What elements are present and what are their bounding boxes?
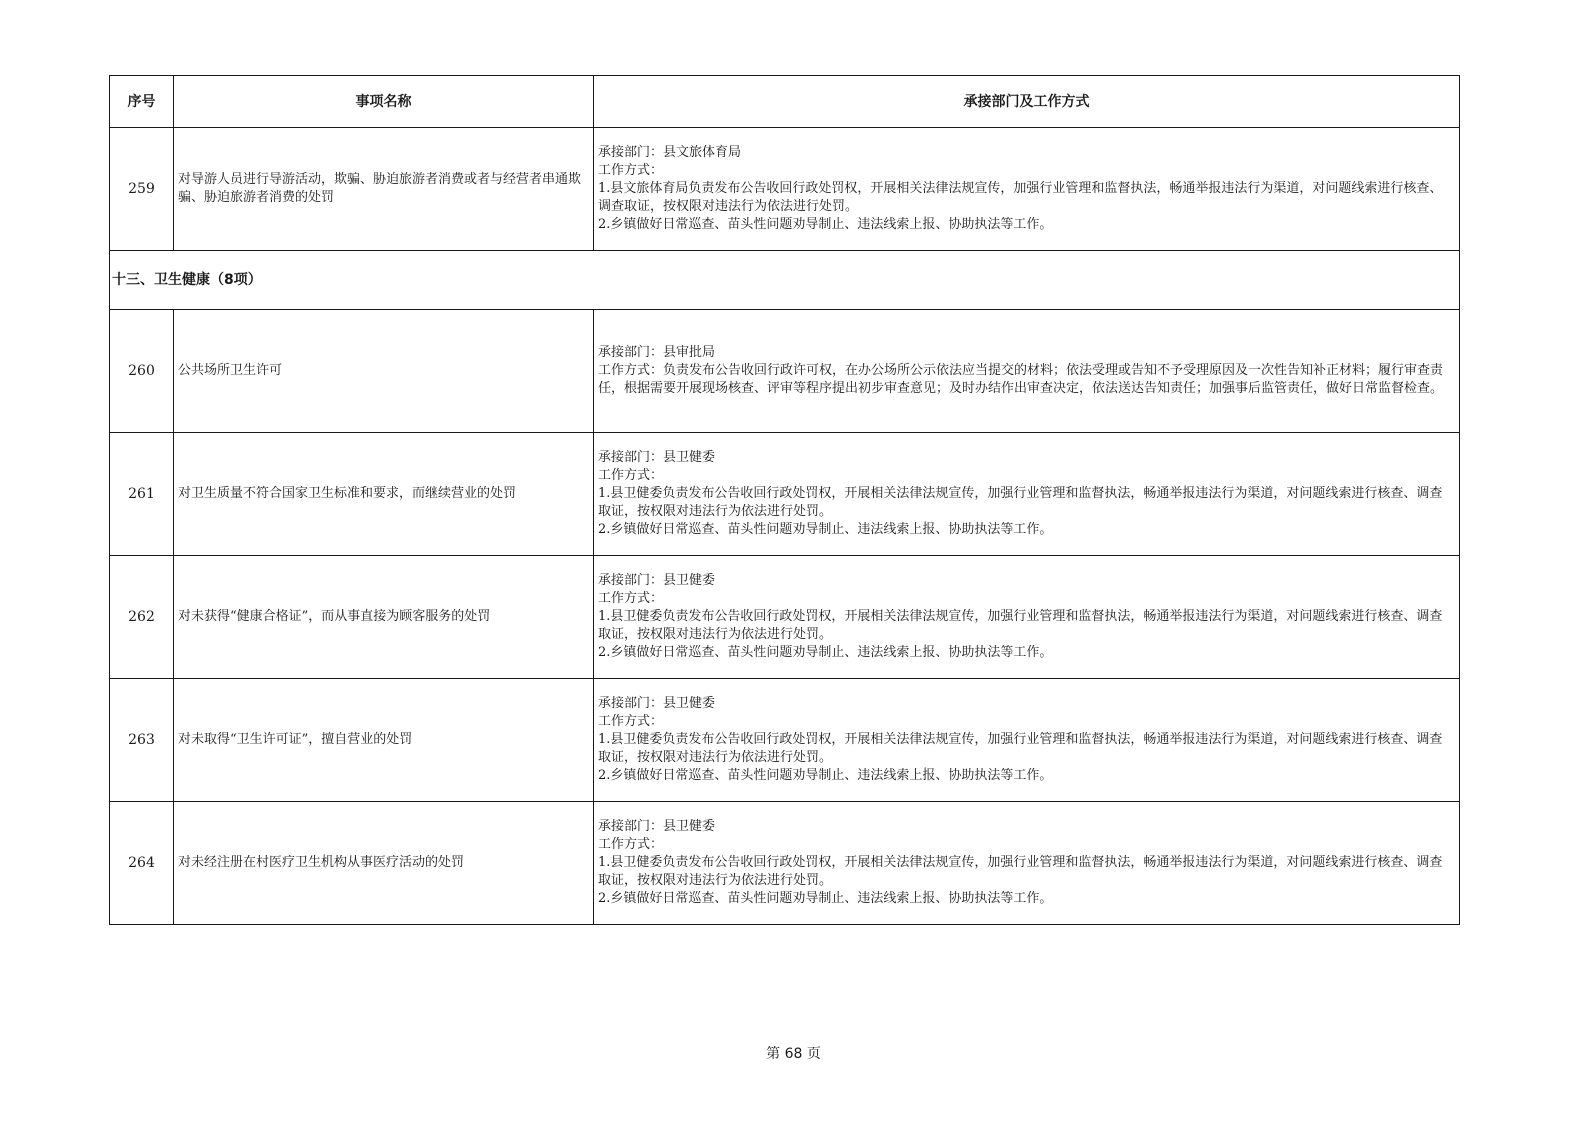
row-dept-method [594, 802, 1460, 925]
section-heading: 十三、卫生健康（8项） [110, 251, 1460, 310]
dept-method-line: 工作方式： [598, 468, 664, 483]
table-row [110, 679, 1460, 802]
dept-method-line: 工作方式：负责发布公告收回行政许可权，在办公场所公示依法应当提交的材料；依法受理或告知不予受理原因及一次性告知补正材料；履行审查责任，根据需要开展现场核查、评审等程序提出初步审查意见；及时办结作出审查决定，依法送达告知责任；加强事后监管责任，做好日常监督检查。 [598, 363, 1444, 396]
row-item-name: 对未获得“健康合格证”，而从事直接为顾客服务的处罚 [174, 556, 594, 679]
row-dept-method [594, 679, 1460, 802]
dept-method-line: 1.县卫健委负责发布公告收回行政处罚权，开展相关法律法规宣传，加强行业管理和监督执法，畅通举报违法行为渠道，对问题线索进行核查、调查取证，按权限对违法行为依法进行处罚。 [598, 732, 1443, 765]
header-dept: 承接部门及工作方式 [594, 76, 1460, 128]
dept-method-line: 2.乡镇做好日常巡查、苗头性问题劝导制止、违法线索上报、协助执法等工作。 [598, 522, 1053, 537]
table-body [110, 128, 1460, 925]
table-row [110, 556, 1460, 679]
table-row [110, 433, 1460, 556]
table-row [110, 802, 1460, 925]
row-dept-method [594, 433, 1460, 556]
dept-method-line: 1.县卫健委负责发布公告收回行政处罚权，开展相关法律法规宣传，加强行业管理和监督执法，畅通举报违法行为渠道，对问题线索进行核查、调查取证，按权限对违法行为依法进行处罚。 [598, 855, 1443, 888]
dept-method-line: 2.乡镇做好日常巡查、苗头性问题劝导制止、违法线索上报、协助执法等工作。 [598, 645, 1053, 660]
dept-method-line: 工作方式： [598, 163, 664, 178]
table-row [110, 128, 1460, 251]
row-item-name: 公共场所卫生许可 [174, 310, 594, 433]
dept-method-line: 1.县卫健委负责发布公告收回行政处罚权，开展相关法律法规宣传，加强行业管理和监督执法，畅通举报违法行为渠道，对问题线索进行核查、调查取证，按权限对违法行为依法进行处罚。 [598, 609, 1443, 642]
page-number: 第 68 页 [766, 1046, 821, 1062]
dept-method-line: 1.县卫健委负责发布公告收回行政处罚权，开展相关法律法规宣传，加强行业管理和监督执法，畅通举报违法行为渠道，对问题线索进行核查、调查取证，按权限对违法行为依法进行处罚。 [598, 486, 1443, 519]
dept-method-line: 2.乡镇做好日常巡查、苗头性问题劝导制止、违法线索上报、协助执法等工作。 [598, 217, 1053, 232]
dept-method-line: 工作方式： [598, 837, 664, 852]
table-row [110, 310, 1460, 433]
row-seq: 262 [110, 556, 174, 679]
dept-method-line: 工作方式： [598, 591, 664, 606]
header-name: 事项名称 [174, 76, 594, 128]
row-seq: 263 [110, 679, 174, 802]
row-seq: 260 [110, 310, 174, 433]
document-table [109, 75, 1460, 925]
row-item-name: 对未取得“卫生许可证”，擅自营业的处罚 [174, 679, 594, 802]
row-item-name: 对卫生质量不符合国家卫生标准和要求，而继续营业的处罚 [174, 433, 594, 556]
dept-method-line: 承接部门：县卫健委 [598, 819, 716, 834]
row-dept-method [594, 556, 1460, 679]
row-seq: 259 [110, 128, 174, 251]
header-seq: 序号 [110, 76, 174, 128]
table-header-row [110, 76, 1460, 128]
section-row [110, 251, 1460, 310]
dept-method-line: 工作方式： [598, 714, 664, 729]
dept-method-line: 承接部门：县卫健委 [598, 573, 716, 588]
dept-method-line: 2.乡镇做好日常巡查、苗头性问题劝导制止、违法线索上报、协助执法等工作。 [598, 768, 1053, 783]
row-item-name: 对未经注册在村医疗卫生机构从事医疗活动的处罚 [174, 802, 594, 925]
row-dept-method [594, 310, 1460, 433]
dept-method-line: 承接部门：县卫健委 [598, 696, 716, 711]
dept-method-line: 承接部门：县审批局 [598, 345, 716, 360]
dept-method-line: 1.县文旅体育局负责发布公告收回行政处罚权，开展相关法律法规宣传，加强行业管理和监督执法，畅通举报违法行为渠道，对问题线索进行核查、调查取证，按权限对违法行为依法进行处罚。 [598, 181, 1443, 214]
row-seq: 264 [110, 802, 174, 925]
dept-method-line: 承接部门：县文旅体育局 [598, 145, 742, 160]
dept-method-line: 承接部门：县卫健委 [598, 450, 716, 465]
row-item-name: 对导游人员进行导游活动，欺骗、胁迫旅游者消费或者与经营者串通欺骗、胁迫旅游者消费的处罚 [174, 128, 594, 251]
row-dept-method [594, 128, 1460, 251]
row-seq: 261 [110, 433, 174, 556]
dept-method-line: 2.乡镇做好日常巡查、苗头性问题劝导制止、违法线索上报、协助执法等工作。 [598, 891, 1053, 906]
